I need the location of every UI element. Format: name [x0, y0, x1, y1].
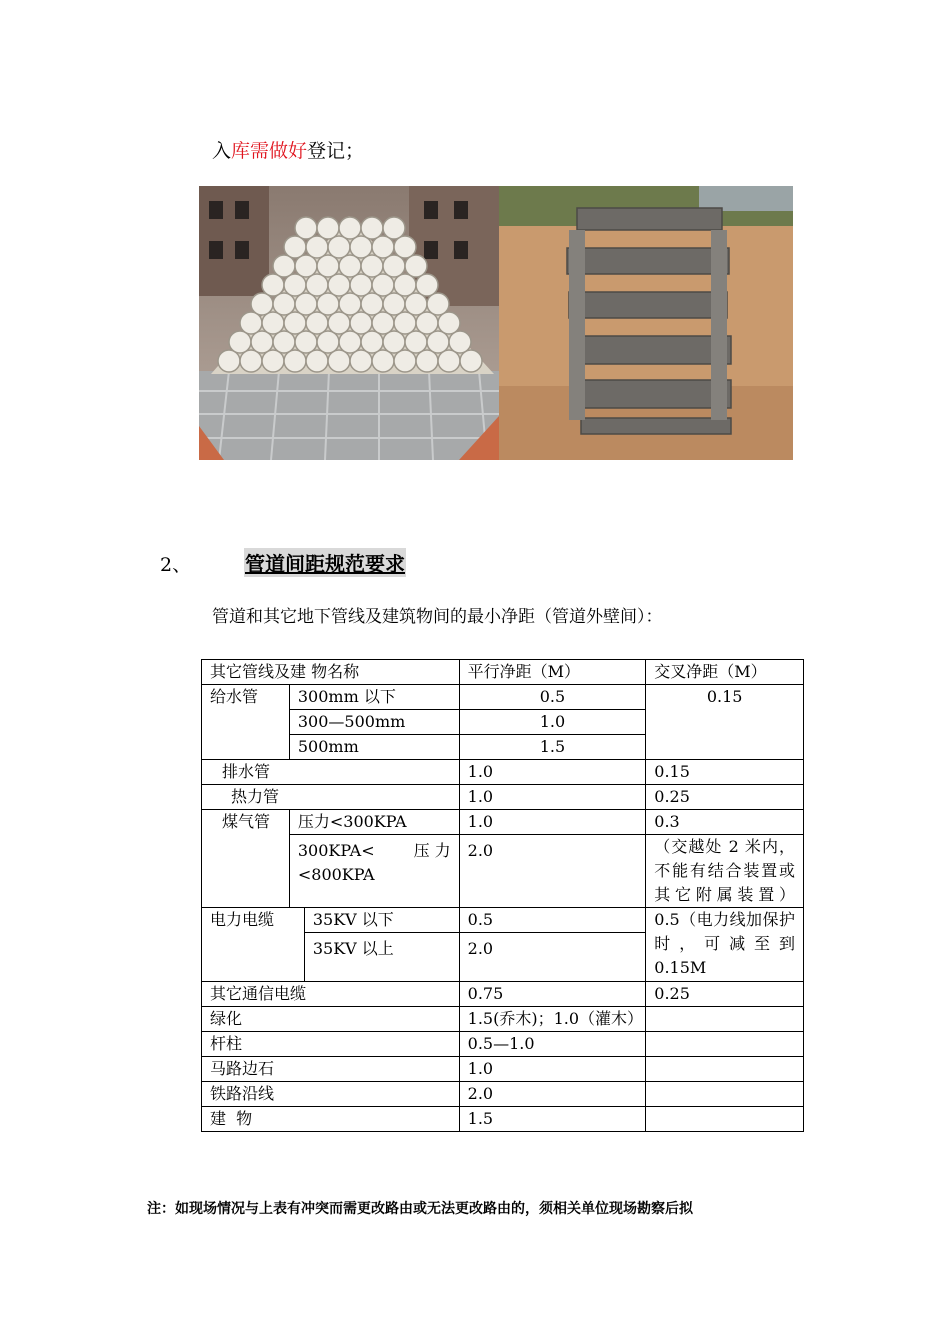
green-name: 绿化 [202, 1007, 460, 1032]
curb-parallel: 1.0 [459, 1057, 646, 1082]
gas-spec-a: 300KPA< [297, 841, 375, 860]
section-number: 2、 [160, 554, 192, 576]
header-name: 其它管线及建 物名称 [202, 660, 460, 685]
power-cross: 0.5（电力线加保护时，可减至到 0.15M [646, 908, 804, 982]
water-cross: 0.15 [646, 685, 804, 760]
power-spec: 35KV 以下 [304, 908, 459, 933]
pole-name: 杆柱 [202, 1032, 460, 1057]
power-parallel: 0.5 [459, 908, 646, 933]
drain-parallel: 1.0 [459, 760, 646, 785]
building-name: 建 物 [202, 1107, 460, 1132]
green-cross [646, 1007, 804, 1032]
intro-text: 管道和其它地下管线及建筑物间的最小净距（管道外壁间）： [212, 607, 663, 627]
drain-cross: 0.15 [646, 760, 804, 785]
table-row [202, 810, 804, 835]
intro-part-3: 登记； [307, 140, 365, 162]
water-spec: 300mm 以下 [289, 685, 459, 710]
table-header-row [202, 660, 804, 685]
table-row [202, 1032, 804, 1057]
heat-name: 热力管 [202, 785, 460, 810]
water-parallel: 1.0 [459, 710, 646, 735]
gas-name: 煤气管 [202, 810, 290, 908]
power-name: 电力电缆 [202, 908, 305, 982]
table-row [202, 1082, 804, 1107]
pole-parallel: 0.5—1.0 [459, 1032, 646, 1057]
footnote: 注：如现场情况与上表有冲突而需更改路由或无法更改路由的，须相关单位现场勘察后拟 [147, 1201, 693, 1217]
water-spec: 300—500mm [289, 710, 459, 735]
section-title: 管道间距规范要求 [244, 548, 406, 577]
table-row [202, 1107, 804, 1132]
intro-part-1: 入 [212, 140, 232, 162]
table-row [202, 785, 804, 810]
drain-name: 排水管 [202, 760, 460, 785]
telecom-name: 其它通信电缆 [202, 982, 460, 1007]
curb-name: 马路边石 [202, 1057, 460, 1082]
table-row [202, 908, 804, 933]
water-parallel: 1.5 [459, 735, 646, 760]
stacked-pipes-photo [199, 186, 499, 460]
curb-cross [646, 1057, 804, 1082]
green-parallel: 1.5(乔木)；1.0（灌木） [459, 1007, 646, 1032]
gas-spec-line [298, 839, 451, 863]
gas-spec [289, 835, 459, 908]
railway-name: 铁路沿线 [202, 1082, 460, 1107]
gas-spec-b: 压 力 [413, 841, 451, 860]
gas-spec-c: <800KPA [297, 865, 375, 884]
table-row [202, 760, 804, 785]
gas-cross-note: （交越处 2 米内，不能有结合装置或其它附属装置） [646, 835, 804, 908]
gas-parallel: 1.0 [459, 810, 646, 835]
telecom-parallel: 0.75 [459, 982, 646, 1007]
gas-cross: 0.3 [646, 810, 804, 835]
gas-parallel: 2.0 [459, 835, 646, 908]
photo-row [199, 186, 793, 460]
water-parallel: 0.5 [459, 685, 646, 710]
table-row [202, 982, 804, 1007]
water-spec: 500mm [289, 735, 459, 760]
power-spec: 35KV 以上 [304, 933, 459, 982]
building-cross [646, 1107, 804, 1132]
header-parallel: 平行净距（M） [459, 660, 646, 685]
pole-cross [646, 1032, 804, 1057]
railway-cross [646, 1082, 804, 1107]
concrete-frames-photo [499, 186, 793, 460]
telecom-cross: 0.25 [646, 982, 804, 1007]
heat-cross: 0.25 [646, 785, 804, 810]
table-row [202, 1007, 804, 1032]
header-cross: 交叉净距（M） [646, 660, 804, 685]
heat-parallel: 1.0 [459, 785, 646, 810]
water-name: 给水管 [202, 685, 290, 760]
spacing-table [201, 659, 804, 1132]
table-row [202, 835, 804, 908]
railway-parallel: 2.0 [459, 1082, 646, 1107]
table-row [202, 685, 804, 710]
gas-spec: 压力<300KPA [289, 810, 459, 835]
table-row [202, 1057, 804, 1082]
intro-highlight: 库需做好 [231, 140, 308, 162]
intro-line [212, 136, 364, 163]
building-parallel: 1.5 [459, 1107, 646, 1132]
power-parallel: 2.0 [459, 933, 646, 982]
